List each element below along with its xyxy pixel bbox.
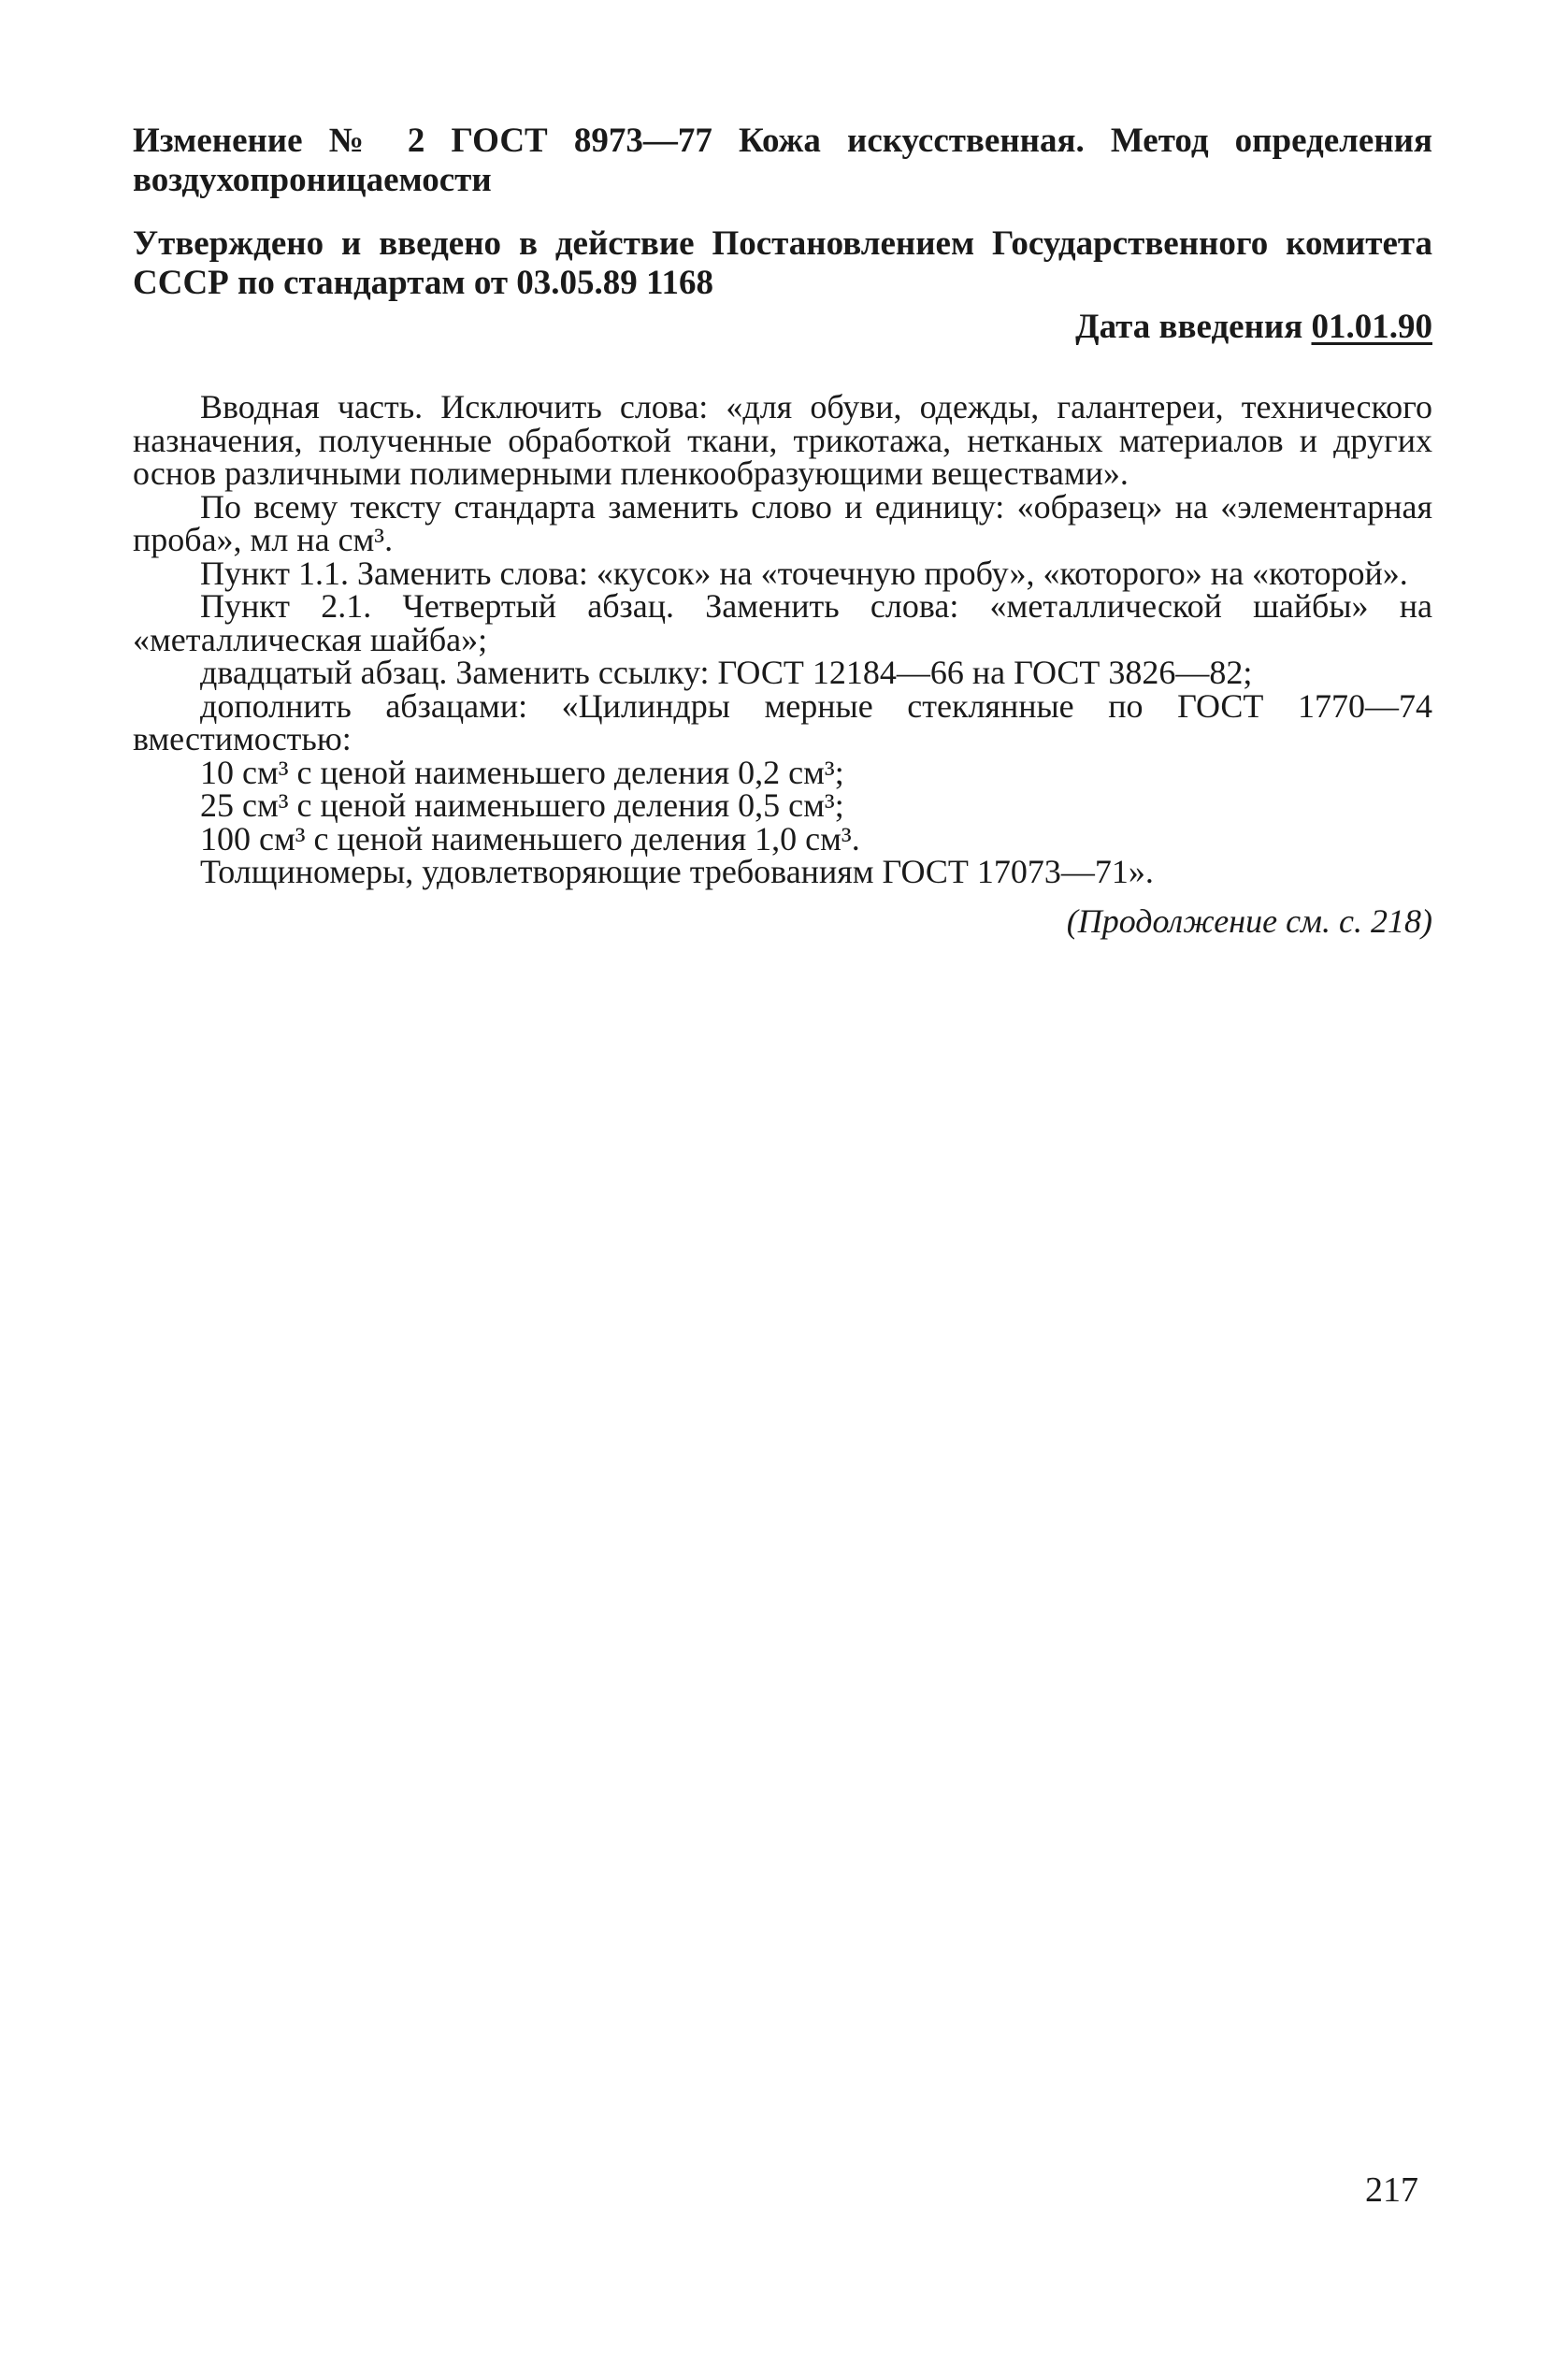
paragraph-clause-2-1: Пункт 2.1. Четвертый абзац. Заменить слова: «металлической шайбы» на «металлическая шайба»; xyxy=(133,587,1432,658)
effective-date-value: 01.01.90 xyxy=(1311,308,1432,346)
amendment-body xyxy=(133,388,1432,940)
document-page xyxy=(133,122,1432,940)
continuation-note: (Продолжение см. с. 218) xyxy=(1066,901,1432,940)
paragraph-add-cylinders: дополнить абзацами: «Цилиндры мерные стеклянные по ГОСТ 1770—74 вместимостью: xyxy=(133,686,1432,757)
paragraph-intro: Вводная часть. Исключить слова: «для обуви, одежды, галантереи, технического назначения, полученные обработкой ткани, трикотажа, нетканых материалов и других основ различными полимерными пленкообразующими веществами». xyxy=(133,388,1432,492)
list-item: 25 см³ с ценой наименьшего деления 0,5 см³; xyxy=(200,786,844,824)
paragraph-clause-1-1: Пункт 1.1. Заменить слова: «кусок» на «точечную пробу», «которого» на «которой». xyxy=(200,554,1408,592)
paragraph-thickness-gauges: Толщиномеры, удовлетворяющие требованиям ГОСТ 17073—71». xyxy=(200,853,1154,890)
document-title: Изменение № 2 ГОСТ 8973—77 Кожа искусственная. Метод определения воздухопроницаемости xyxy=(133,122,1432,199)
effective-date-line xyxy=(133,307,1432,348)
paragraph-twentieth: двадцатый абзац. Заменить ссылку: ГОСТ 12184—66 на ГОСТ 3826—82; xyxy=(200,654,1253,691)
effective-date-label: Дата введения xyxy=(1075,308,1303,346)
page-number: 217 xyxy=(1365,2170,1418,2210)
paragraph-replace-units: По всему тексту стандарта заменить слово и единицу: «образец» на «элементарная проба», мл на см³. xyxy=(133,487,1432,558)
list-item: 100 см³ с ценой наименьшего деления 1,0 см³. xyxy=(200,819,860,858)
list-item: 10 см³ с ценой наименьшего деления 0,2 см³; xyxy=(200,753,844,791)
approval-statement: Утверждено и введено в действие Постановлением Государственного комитета СССР по стандартам от 03.05.89 1168 xyxy=(133,224,1432,302)
